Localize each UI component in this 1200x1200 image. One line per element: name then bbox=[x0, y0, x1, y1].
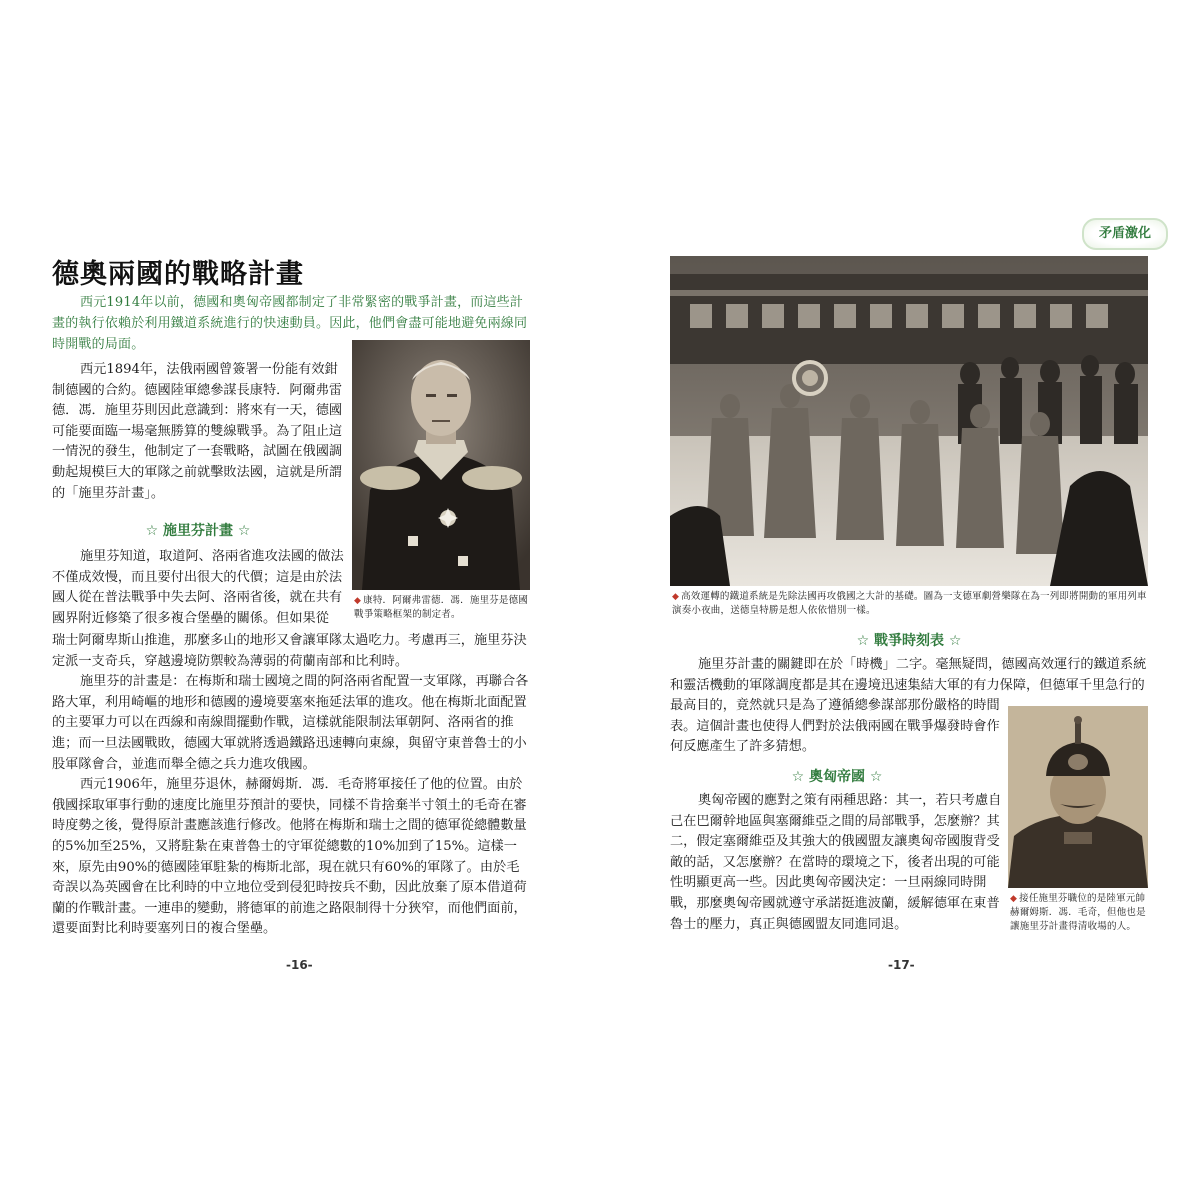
photo-caption bbox=[1010, 892, 1150, 934]
left-column-block-1 bbox=[52, 360, 344, 504]
caption-text: 康特．阿爾弗雷德．馮．施里芬是德國戰爭策略框架的制定者。 bbox=[354, 595, 529, 620]
body-paragraph: 施里芬計畫的關鍵即在於「時機」二字。毫無疑問，德國高效運行的鐵道系統和靈活機動的軍隊調度都是其在邊境迅速集結大軍的有力保障，但德軍千里急行的 bbox=[670, 657, 1147, 693]
caption-text: 接任施里芬職位的是陸軍元帥赫爾姆斯．馮．毛奇，但他也是讓施里芬計畫得清收場的人。 bbox=[1010, 893, 1146, 932]
page-number-left: -16- bbox=[286, 958, 313, 972]
portrait-illustration bbox=[352, 340, 530, 590]
subheading-schlieffen-plan: ☆ 施里芬計畫 ☆ bbox=[145, 523, 251, 539]
caption-marker-icon: ◆ bbox=[1010, 894, 1018, 904]
body-paragraph: 奧匈帝國的應對之策有兩種思路：其一，若只考慮自己在巴爾幹地區與塞爾維亞之間的局部戰爭，怎麼辦？其二，假定塞爾維亞及其強大的俄國盟友讓奧匈帝國腹背受敵的話，又怎麼辦？在當時的環境之下，後者出現的可能性明顯更高一些。因此奧匈帝國決定：一旦兩線同時開戰，那麼奧匈帝國就遵守承諾挺進波蘭，緩解德軍在東普魯士的壓力，真正與德國盟友同進同退。 bbox=[670, 793, 1002, 932]
photo-military-band-train bbox=[670, 256, 1148, 586]
right-column-block-2 bbox=[670, 791, 1004, 935]
page-title: 德奧兩國的戰略計畫 bbox=[52, 259, 304, 290]
page-number-right: -17- bbox=[888, 958, 915, 972]
subheading-war-timetable: ☆ 戰爭時刻表 ☆ bbox=[856, 633, 962, 649]
body-paragraph: 西元1894年，法俄兩國曾簽署一份能有效鉗制德國的合約。德國陸軍總參謀長康特．阿爾弗雷德．馮．施里芬則因此意識到：將來有一天，德國可能要面臨一場毫無勝算的雙線戰爭。為了阻止這一情況的發生，他制定了一套戰略，試圖在俄國調動起規模巨大的軍隊之前就擊敗法國，這就是所謂的「施里芬計畫」。 bbox=[52, 362, 343, 501]
portrait-photo-schlieffen bbox=[352, 340, 530, 590]
left-column-block-3 bbox=[52, 631, 530, 940]
section-tag: 矛盾激化 bbox=[1082, 218, 1168, 250]
portrait-photo-moltke bbox=[1008, 706, 1148, 888]
caption-text: 高效運轉的鐵道系統是先除法國再攻俄國之大計的基礎。圖為一支德軍劇營樂隊在為一列即將開動的軍用列車演奏小夜曲，送德皇特勝是想人依依惜別一樣。 bbox=[672, 591, 1147, 616]
photo-caption bbox=[354, 594, 532, 622]
subheading-austro-hungarian-empire: ☆ 奧匈帝國 ☆ bbox=[791, 769, 883, 785]
photo-caption bbox=[672, 590, 1150, 618]
photo-illustration bbox=[670, 256, 1148, 586]
body-paragraph: 施里芬知道，取道阿、洛兩省進攻法國的做法不僅成效慢，而且要付出很大的代價；這是由於法國人從在普法戰爭中失去阿、洛兩省後，就在共有國界附近修築了很多複合堡壘的關係。但如果從 bbox=[52, 549, 344, 626]
body-paragraph: 西元1906年，施里芬退休，赫爾姆斯．馮．毛奇將軍接任了他的位置。由於俄國採取軍事行動的速度比施里芬預計的要快，同樣不肯捨棄半寸領土的毛奇在審時度勢之後，覺得原計畫應該進行修改。他將在梅斯和瑞士之間的德軍從總體數量的5%加至25%，又將駐紮在東普魯士的守軍從總數的10%加到了15%。這樣一來，原先由90%的德國陸軍駐紮的梅斯北部，現在就只有60%的軍隊了。由於毛奇誤以為英國會在比利時的中立地位受到侵犯時按兵不動，因此放棄了原本借道荷蘭的作戰計畫。一連串的變動，將德軍的前進之路限制得十分狹窄，而他們面前，還要面對比利時要塞列日的複合堡壘。 bbox=[52, 777, 527, 937]
left-column-block-2 bbox=[52, 547, 344, 629]
caption-marker-icon: ◆ bbox=[672, 592, 680, 602]
portrait-illustration bbox=[1008, 706, 1148, 888]
body-paragraph: 最高目的，竟然就只是為了遵循總參謀部那份嚴格的時間表。這個計畫也使得人們對於法俄兩國在戰爭爆發時會作何反應產生了許多猜想。 bbox=[670, 698, 1000, 755]
intro-paragraph: 西元1914年以前，德國和奧匈帝國都制定了非常緊密的戰爭計畫，而這些計畫的執行依賴於利用鐵道系統進行的快速動員。因此，他們會盡可能地避免兩線同時開戰的局面。 bbox=[52, 295, 528, 352]
caption-marker-icon: ◆ bbox=[354, 596, 362, 606]
body-paragraph: 施里芬的計畫是：在梅斯和瑞士國境之間的阿洛兩省配置一支軍隊，再聯合各路大軍，利用崎嶇的地形和德國的邊境要塞來拖延法軍的進攻。他在梅斯北面配置的主要軍力可以在西線和南線間擺動作戰，這樣就能限制法軍朝阿、洛兩省的推進；而一旦法國戰敗，德國大軍就將透過鐵路迅速轉向東線，與留守東普魯士的小股軍隊會合，並進而舉全德之兵力進攻俄國。 bbox=[52, 674, 529, 772]
body-paragraph: 瑞士阿爾卑斯山推進，那麼多山的地形又會讓軍隊太過吃力。考慮再三，施里芬決定派一支奇兵，穿越邊境防禦較為薄弱的荷蘭南部和比利時。 bbox=[52, 633, 527, 669]
